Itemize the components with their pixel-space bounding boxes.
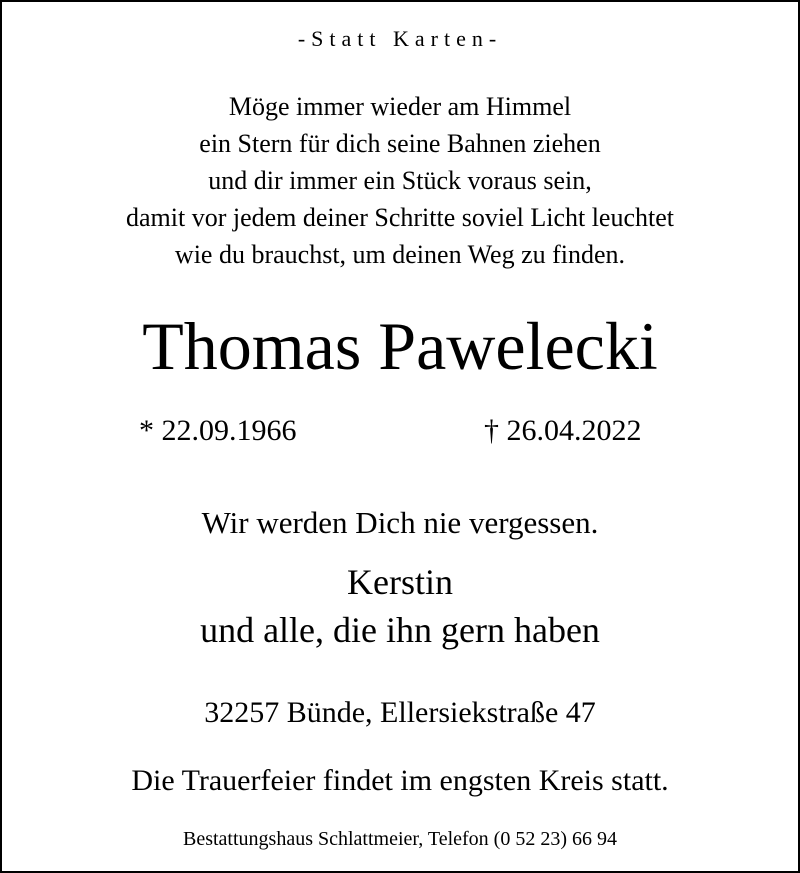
death-date: † 26.04.2022 bbox=[484, 414, 642, 447]
poem bbox=[2, 88, 798, 273]
poem-line: ein Stern für dich seine Bahnen ziehen bbox=[199, 129, 601, 158]
mourner-name: Kerstin bbox=[347, 562, 453, 602]
deceased-name: Thomas Pawelecki bbox=[142, 308, 658, 384]
poem-line: und dir immer ein Stück voraus sein, bbox=[208, 166, 592, 195]
funeral-home-contact: Bestattungshaus Schlattmeier, Telefon (0 52 23) 66 94 bbox=[182, 828, 617, 850]
notice-header: -Statt Karten- bbox=[297, 26, 503, 51]
funeral-service-note: Die Trauerfeier findet im engsten Kreis statt. bbox=[131, 764, 669, 797]
poem-line: Möge immer wieder am Himmel bbox=[228, 92, 572, 121]
farewell-message: Wir werden Dich nie vergessen. bbox=[201, 505, 599, 540]
mourner-others: und alle, die ihn gern haben bbox=[200, 610, 600, 650]
poem-line: damit vor jedem deiner Schritte soviel Licht leuchtet bbox=[126, 203, 674, 232]
poem-line: wie du brauchst, um deinen Weg zu finden. bbox=[174, 240, 626, 269]
birth-date: * 22.09.1966 bbox=[139, 414, 297, 447]
family-address: 32257 Bünde, Ellersiekstraße 47 bbox=[204, 696, 596, 729]
